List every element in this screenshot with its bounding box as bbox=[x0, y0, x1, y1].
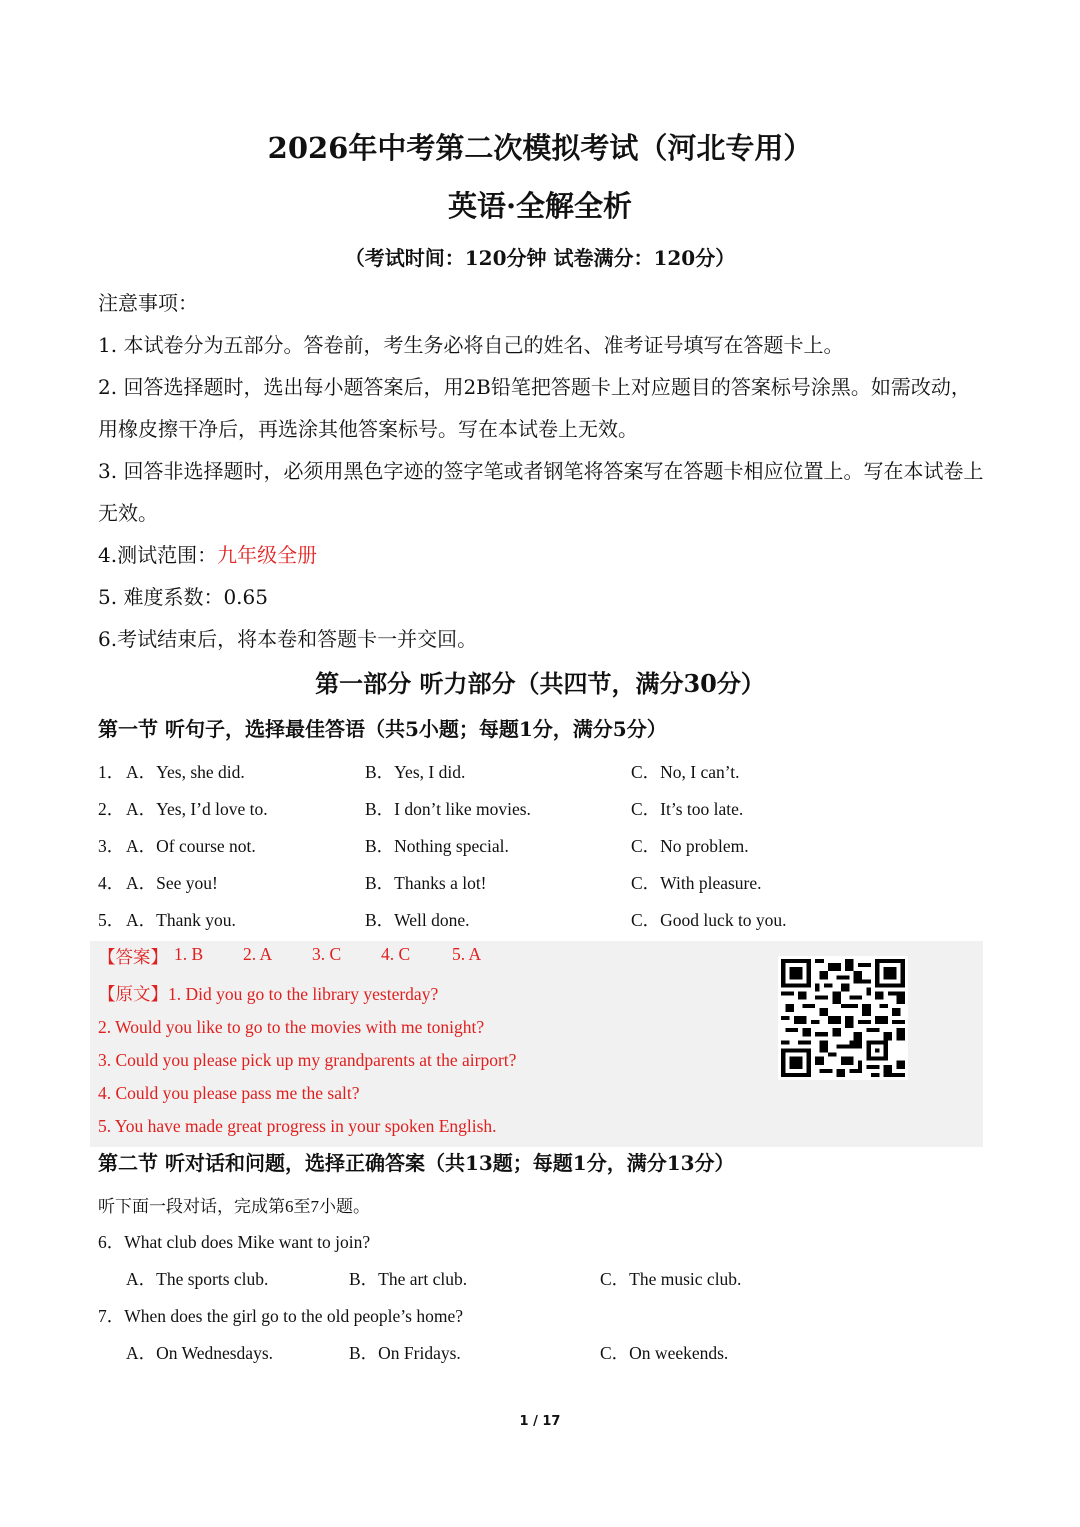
option-c: C．Good luck to you. bbox=[631, 910, 787, 930]
question-number: 1． bbox=[98, 762, 125, 782]
answer-item: 2. A bbox=[243, 944, 273, 964]
answer-item: 1. B bbox=[174, 944, 204, 964]
answer-label: 【答案】 bbox=[98, 947, 168, 967]
transcript-line: 3. Could you please pick up my grandparents at the airport? bbox=[98, 1050, 517, 1070]
transcript-text: 1. Did you go to the library yesterday? bbox=[168, 984, 439, 1004]
option-b: B．Thanks a lot! bbox=[365, 873, 487, 893]
answer-key bbox=[98, 944, 598, 968]
question-number: 2． bbox=[98, 799, 125, 819]
note-item-6: 6.考试结束后，将本卷和答题卡一并交回。 bbox=[98, 627, 478, 651]
option-a: A．On Wednesdays. bbox=[126, 1343, 273, 1363]
question-stem: 7．When does the girl go to the old people’s home? bbox=[98, 1306, 463, 1326]
option-b: B．On Fridays. bbox=[349, 1343, 461, 1363]
qr-code-icon[interactable] bbox=[778, 956, 908, 1080]
transcript-line: 2. Would you like to go to the movies with me tonight? bbox=[98, 1017, 485, 1037]
option-b: B．The art club. bbox=[349, 1269, 468, 1289]
answer-item: 3. C bbox=[312, 944, 342, 964]
page-subtitle: 英语·全解全析 bbox=[447, 189, 633, 223]
option-b: B．Well done. bbox=[365, 910, 470, 930]
notes-heading: 注意事项： bbox=[98, 291, 198, 315]
question-row bbox=[98, 907, 998, 937]
option-a: A．Yes, she did. bbox=[126, 762, 245, 782]
question-number: 5． bbox=[98, 910, 125, 930]
option-c: C．No problem. bbox=[631, 836, 749, 856]
option-a: A．See you! bbox=[126, 873, 218, 893]
transcript-line: 5. You have made great progress in your spoken English. bbox=[98, 1116, 497, 1136]
section2-instruction: 听下面一段对话，完成第6至7小题。 bbox=[98, 1197, 370, 1216]
section2-title: 第二节 听对话和问题，选择正确答案（共13题；每题1分，满分13分） bbox=[98, 1151, 735, 1175]
option-b: B．Yes, I did. bbox=[365, 762, 466, 782]
note-item-5: 5. 难度系数：0.65 bbox=[98, 585, 268, 609]
page-number: 1 / 17 bbox=[519, 1414, 561, 1429]
question-row bbox=[98, 759, 998, 789]
question-number: 3． bbox=[98, 836, 125, 856]
option-c: C．On weekends. bbox=[600, 1343, 729, 1363]
note-item-3: 3. 回答非选择题时，必须用黑色字迹的签字笔或者钢笔将答案写在答题卡相应位置上。写在本试卷上无效。 bbox=[98, 459, 984, 525]
option-c: C．No, I can’t. bbox=[631, 762, 740, 782]
page-title: 2026年中考第二次模拟考试（河北专用） bbox=[267, 131, 813, 165]
transcript-line bbox=[98, 981, 438, 1006]
option-c: C．With pleasure. bbox=[631, 873, 762, 893]
notes-block bbox=[98, 282, 984, 660]
question-stem: 6．What club does Mike want to join? bbox=[98, 1232, 371, 1252]
note-item-1: 1. 本试卷分为五部分。答卷前，考生务必将自己的姓名、准考证号填写在答题卡上。 bbox=[98, 333, 844, 357]
option-a: A．Yes, I’d love to. bbox=[126, 799, 268, 819]
answer-item: 4. C bbox=[381, 944, 411, 964]
option-a: A．Thank you. bbox=[126, 910, 236, 930]
option-b: B．I don’t like movies. bbox=[365, 799, 531, 819]
option-a: A．Of course not. bbox=[126, 836, 256, 856]
note-item-4 bbox=[98, 534, 984, 576]
part1-title: 第一部分 听力部分（共四节，满分30分） bbox=[315, 669, 765, 698]
section1-title: 第一节 听句子，选择最佳答语（共5小题；每题1分，满分5分） bbox=[98, 717, 667, 741]
question-row bbox=[98, 833, 998, 863]
option-b: B．Nothing special. bbox=[365, 836, 509, 856]
note-item-4-label: 4.测试范围： bbox=[98, 543, 218, 567]
option-c: C．It’s too late. bbox=[631, 799, 744, 819]
option-c: C．The music club. bbox=[600, 1269, 742, 1289]
question-row bbox=[98, 870, 998, 900]
question-row bbox=[98, 796, 998, 826]
question-number: 4． bbox=[98, 873, 125, 893]
transcript-label: 【原文】 bbox=[98, 984, 168, 1004]
note-item-2: 2. 回答选择题时，选出每小题答案后，用2B铅笔把答题卡上对应题目的答案标号涂黑。如需改动，用橡皮擦干净后，再选涂其他答案标号。写在本试卷上无效。 bbox=[98, 375, 971, 441]
exam-info: （考试时间：120分钟 试卷满分：120分） bbox=[344, 246, 736, 270]
transcript-line: 4. Could you please pass me the salt? bbox=[98, 1083, 360, 1103]
answer-item: 5. A bbox=[452, 944, 482, 964]
note-item-4-value: 九年级全册 bbox=[217, 543, 318, 567]
option-a: A．The sports club. bbox=[126, 1269, 269, 1289]
